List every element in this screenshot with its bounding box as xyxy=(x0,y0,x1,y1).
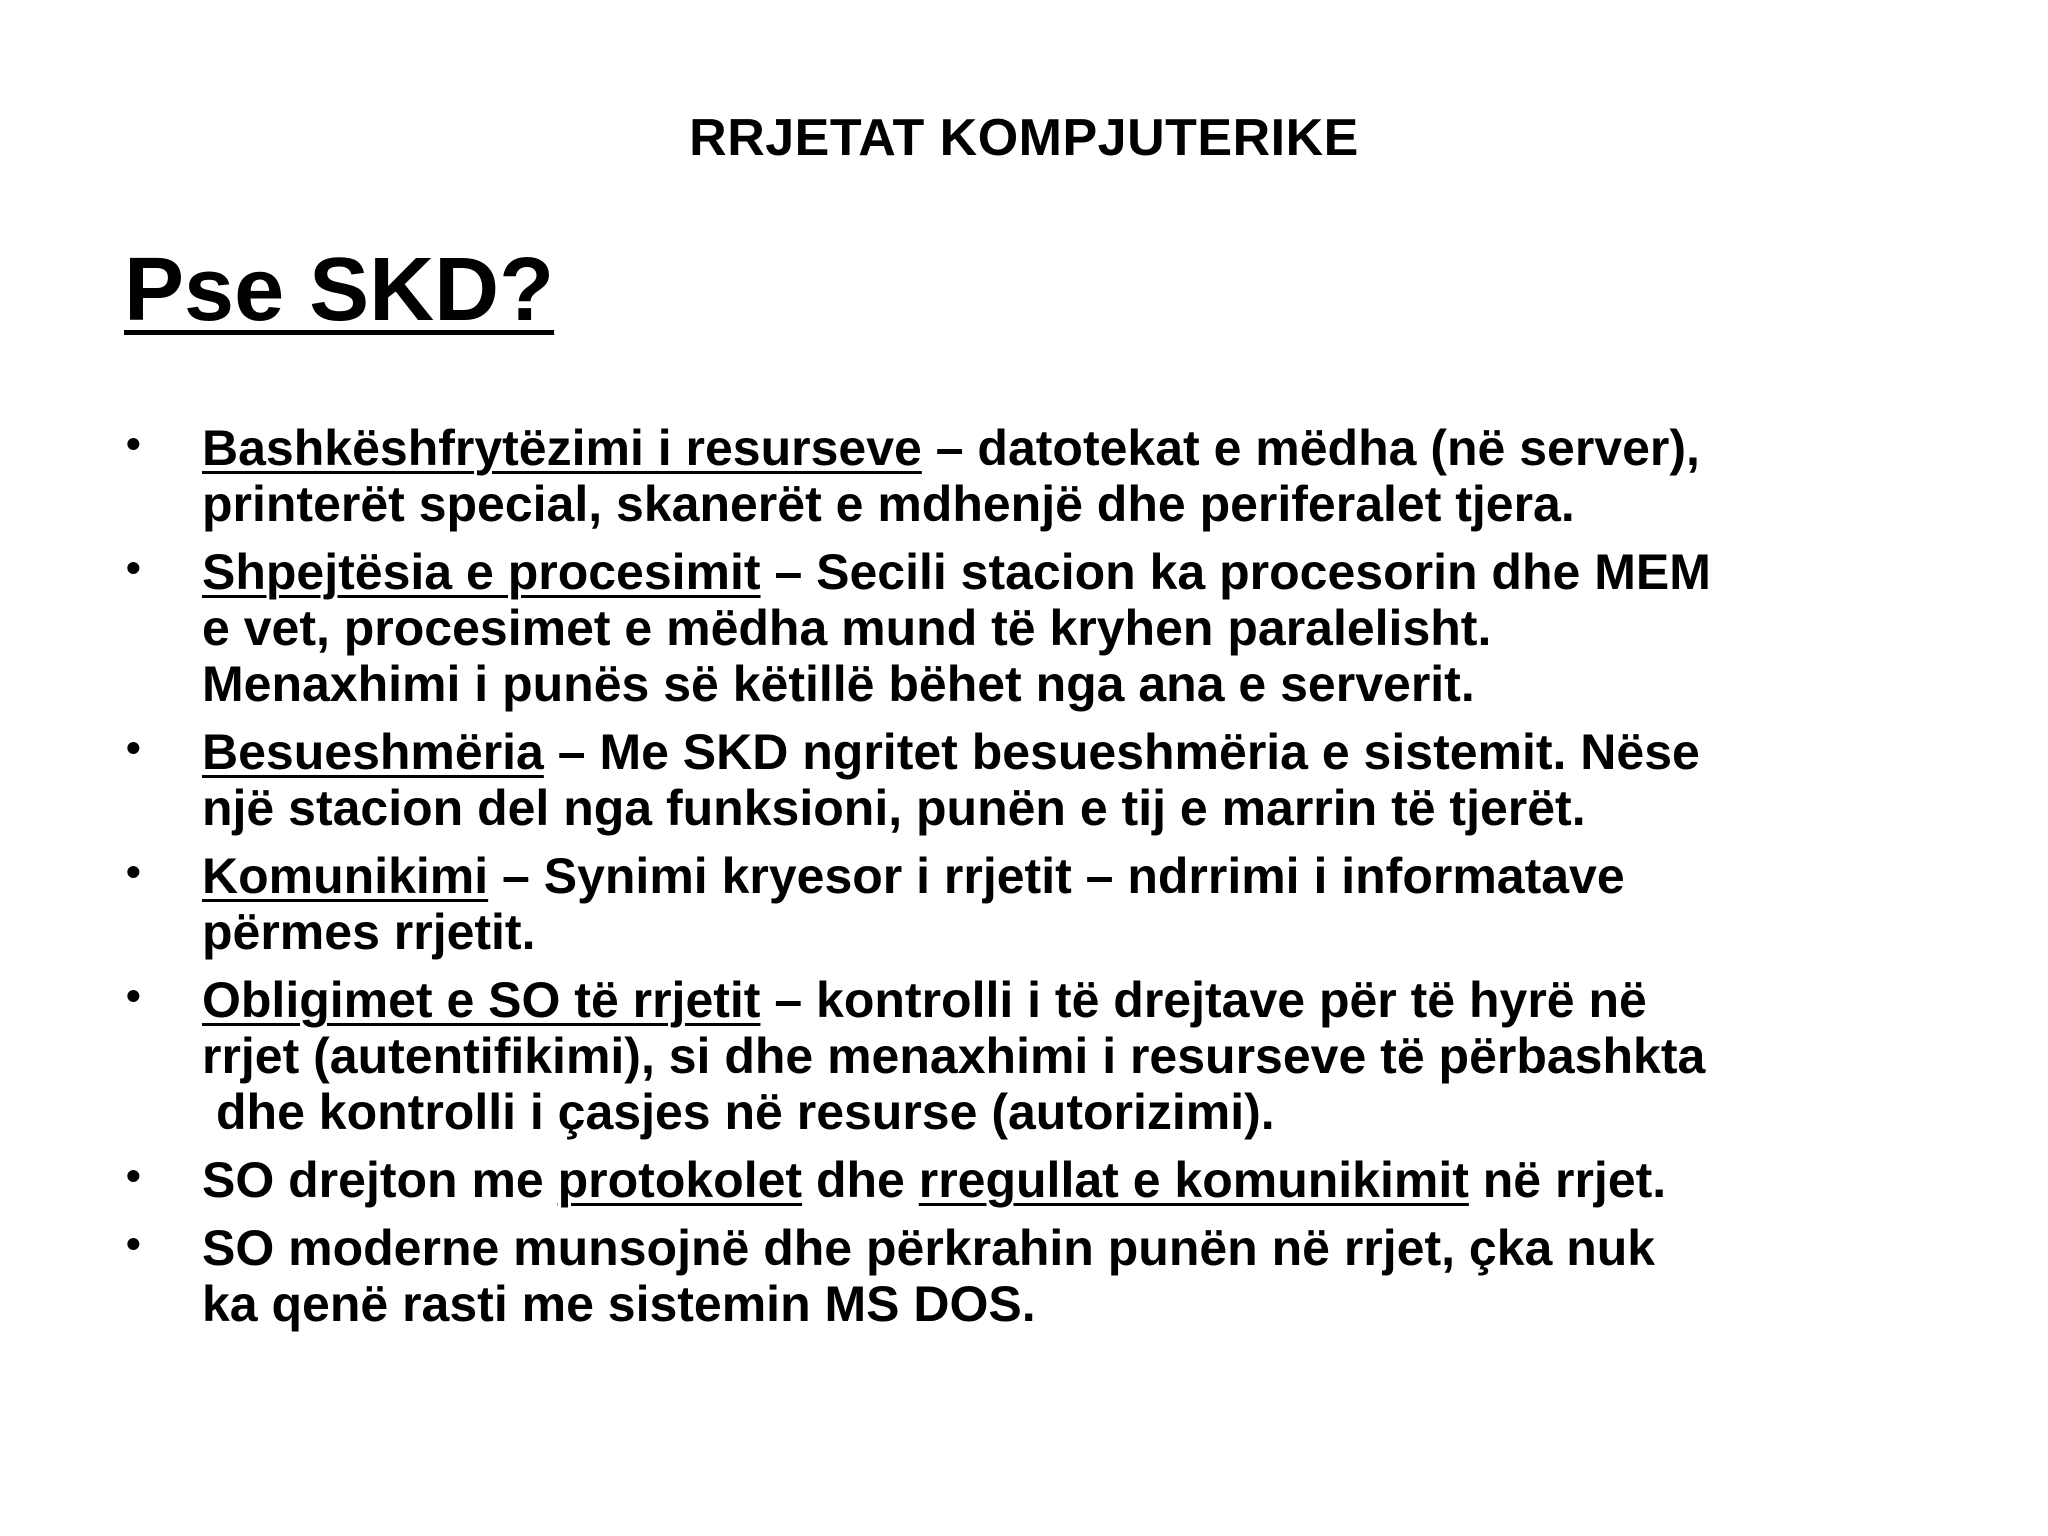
bullet-item xyxy=(124,420,1954,532)
bullet-line: ka qenë rasti me sistemin MS DOS. xyxy=(202,1276,1036,1332)
bullet-term: Obligimet e SO të rrjetit xyxy=(202,972,761,1028)
bullet-icon: • xyxy=(126,724,141,771)
bullet-line: rrjet (autentifikimi), si dhe menaxhimi i resurseve të përbashkta xyxy=(202,1028,1706,1084)
bullet-item xyxy=(124,724,1954,836)
bullet-line: SO moderne munsojnë dhe përkrahin punën në rrjet, çka nuk xyxy=(202,1220,1656,1276)
bullet-line: e vet, procesimet e mëdha mund të kryhen paralelisht. xyxy=(202,600,1492,656)
bullet-text: – Synimi kryesor i rrjetit – ndrrimi i informatave xyxy=(488,848,1625,904)
bullet-text: në rrjet. xyxy=(1468,1152,1667,1208)
slide-header: RRJETAT KOMPJUTERIKE xyxy=(689,109,1359,167)
bullet-line xyxy=(202,544,1954,600)
bullet-line: printerët special, skanerët e mdhenjë dhe periferalet tjera. xyxy=(202,476,1575,532)
bullet-term: Besueshmëria xyxy=(202,724,544,780)
bullet-term: Shpejtësia e procesimit xyxy=(202,544,761,600)
bullet-icon: • xyxy=(126,972,141,1019)
bullet-term: Komunikimi xyxy=(202,848,489,904)
bullet-line xyxy=(202,972,1954,1028)
bullet-term: rregullat e komunikimit xyxy=(918,1152,1469,1208)
bullet-text: dhe xyxy=(802,1152,919,1208)
bullet-item xyxy=(124,972,1954,1140)
bullet-text: – Me SKD ngritet besueshmëria e sistemit. Nëse xyxy=(543,724,1700,780)
bullet-icon: • xyxy=(126,420,141,467)
bullet-text: SO drejton me xyxy=(202,1152,558,1208)
bullet-term: Bashkëshfrytëzimi i resurseve xyxy=(202,420,922,476)
bullet-text: – Secili stacion ka procesorin dhe MEM xyxy=(760,544,1711,600)
bullet-line xyxy=(202,724,1954,780)
bullet-icon: • xyxy=(126,848,141,895)
bullet-item xyxy=(124,848,1954,960)
bullet-item xyxy=(124,1152,1954,1208)
bullet-term: protokolet xyxy=(557,1152,803,1208)
bullet-item xyxy=(124,544,1954,712)
bullet-text: – datotekat e mëdha (në server), xyxy=(921,420,1700,476)
bullet-list xyxy=(124,420,1954,1344)
bullet-line: Menaxhimi i punës së këtillë bëhet nga ana e serverit. xyxy=(202,656,1475,712)
bullet-line: përmes rrjetit. xyxy=(202,904,536,960)
bullet-text: – kontrolli i të drejtave për të hyrë në xyxy=(760,972,1647,1028)
bullet-icon: • xyxy=(126,544,141,591)
bullet-icon: • xyxy=(126,1152,141,1199)
slide-title: Pse SKD? xyxy=(124,240,555,340)
bullet-line xyxy=(202,1152,1954,1208)
bullet-line: dhe kontrolli i çasjes në resurse (autorizimi). xyxy=(216,1084,1275,1140)
bullet-icon: • xyxy=(126,1220,141,1267)
bullet-line: një stacion del nga funksioni, punën e tij e marrin të tjerët. xyxy=(202,780,1586,836)
bullet-line xyxy=(202,848,1954,904)
bullet-item xyxy=(124,1220,1954,1332)
bullet-line xyxy=(202,420,1954,476)
